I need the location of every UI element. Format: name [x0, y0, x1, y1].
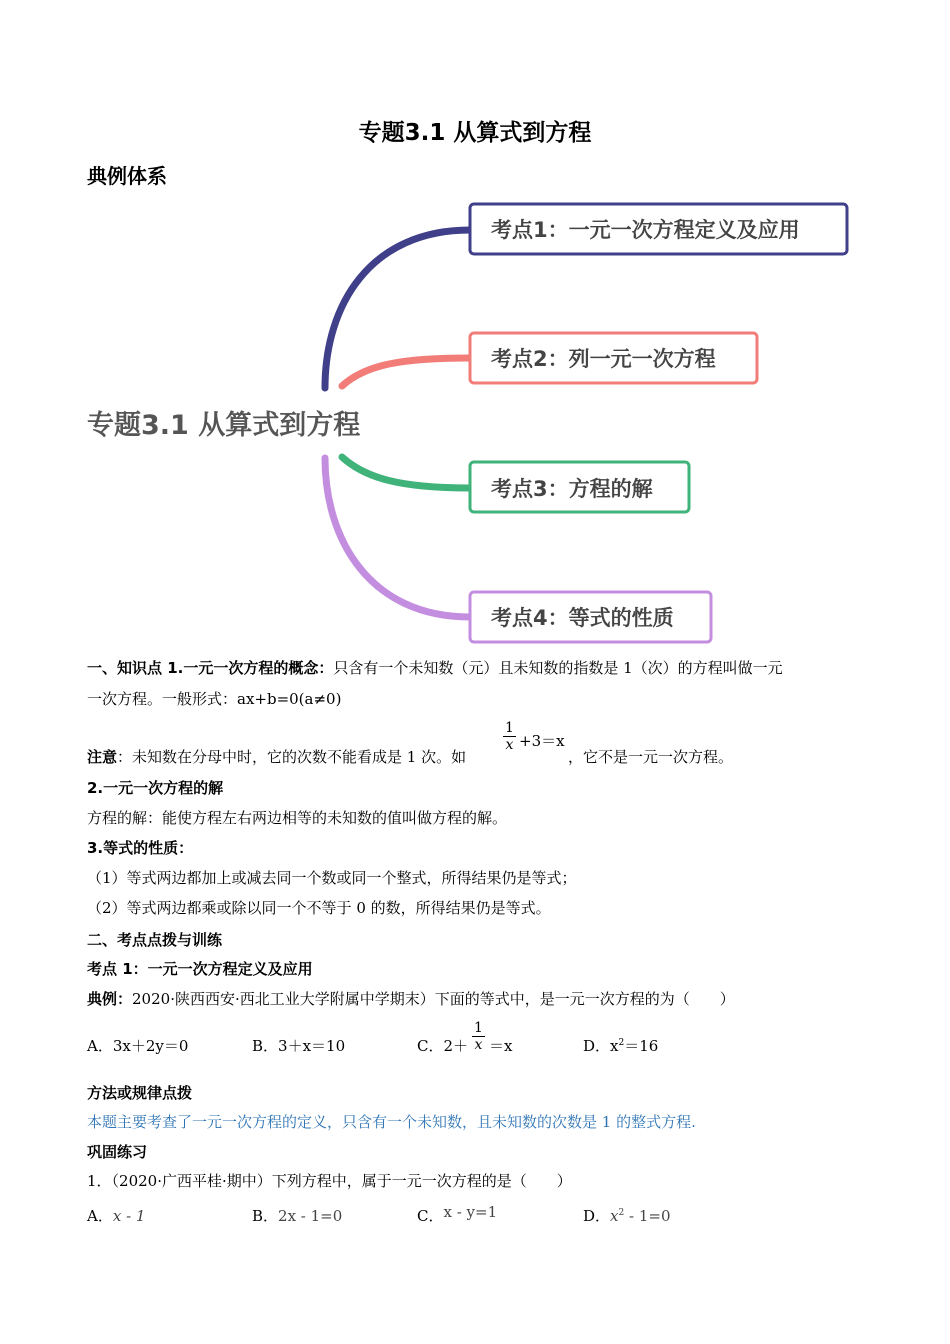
example-option-d [583, 1035, 658, 1056]
option-d-pre: D．x [583, 1037, 619, 1055]
method-head: 方法或规律点拨 [87, 1084, 193, 1102]
option-c-den: x [474, 1037, 483, 1053]
q1-option-d-sup: 2 [618, 1208, 625, 1218]
knowledge-p3-item1: （1）等式两边都加上或减去同一个数或同一个整式，所得结果仍是等式； [87, 869, 577, 887]
knowledge-p1-text: 只含有一个未知数（元）且未知数的指数是 1（次）的方程叫做一元 [333, 659, 783, 677]
q1-option-d-pre: x [610, 1207, 619, 1225]
example-option-b: B．3＋x＝10 [252, 1037, 346, 1055]
knowledge-note [87, 746, 466, 767]
node-2-label: 考点2：列一元一次方程 [491, 347, 716, 371]
example-label: 典例： [87, 990, 133, 1008]
q1-option-a-expr: x - 1 [112, 1207, 146, 1225]
knowledge-p3-item2: （2）等式两边都乘或除以同一个不等于 0 的数，所得结果仍是等式。 [87, 899, 551, 917]
training-head: 二、考点点拨与训练 [87, 931, 223, 949]
node-1-label: 考点1：一元一次方程定义及应用 [491, 218, 800, 242]
option-d-post: ＝16 [624, 1037, 659, 1055]
q1-option-b-label: B． [252, 1207, 279, 1225]
note-fraction-den: x [505, 737, 514, 753]
example [87, 988, 735, 1009]
q1-option-b [252, 1205, 342, 1226]
node-3-label: 考点3：方程的解 [491, 477, 653, 501]
q1-option-c-expr: x - y=1 [443, 1203, 498, 1221]
section-heading-system: 典例体系 [87, 164, 167, 188]
question-1: 1．（2020·广西平桂·期中）下列方程中，属于一元一次方程的是（ ） [87, 1172, 572, 1190]
note-fraction [503, 720, 516, 753]
practice-head: 巩固练习 [87, 1143, 148, 1161]
note-text: ：未知数在分母中时，它的次数不能看成是 1 次。如 [117, 748, 467, 766]
knowledge-p3-head: 3.等式的性质： [87, 839, 194, 857]
page-title: 专题3.1 从算式到方程 [358, 120, 592, 146]
knowledge-p1-head: 一、知识点 1.一元一次方程的概念： [87, 659, 334, 677]
q1-option-b-expr: 2x - 1=0 [278, 1207, 343, 1225]
note-head: 注意 [87, 748, 118, 766]
mindmap-center: 专题3.1 从算式到方程 [87, 410, 361, 441]
kp1-head: 考点 1：一元一次方程定义及应用 [87, 960, 313, 978]
method-text: 本题主要考查了一元一次方程的定义，只含有一个未知数，且未知数的次数是 1 的整式方程. [87, 1113, 696, 1131]
q1-option-a-label: A． [87, 1207, 113, 1225]
note-tail: ，它不是一元一次方程。 [568, 748, 734, 766]
knowledge-p2-text: 方程的解：能使方程左右两边相等的未知数的值叫做方程的解。 [87, 809, 508, 827]
branch-3 [342, 457, 470, 488]
knowledge-p1 [87, 657, 783, 678]
knowledge-p2-head: 2.一元一次方程的解 [87, 779, 224, 797]
q1-option-c [417, 1205, 497, 1226]
q1-option-d-label: D． [583, 1207, 611, 1225]
option-d-sup: 2 [618, 1038, 625, 1048]
example-text: 2020·陕西西安·西北工业大学附属中学期末）下面的等式中，是一元一次方程的为（ ） [132, 990, 735, 1008]
note-equation: +3＝x [519, 732, 565, 750]
q1-option-a [87, 1205, 145, 1226]
knowledge-p1-line2: 一次方程。一般形式：ax+b=0(a≠0) [87, 690, 342, 708]
q1-option-d [583, 1205, 671, 1226]
mind-map [80, 195, 860, 650]
branch-2 [342, 358, 470, 386]
example-option-a: A．3x＋2y＝0 [87, 1037, 189, 1055]
node-4-label: 考点4：等式的性质 [491, 606, 674, 630]
option-c-num: 1 [474, 1020, 483, 1036]
q1-option-d-post: - 1=0 [624, 1207, 671, 1225]
example-option-c-post: ＝x [489, 1037, 513, 1055]
example-option-c-fraction [472, 1020, 485, 1053]
note-fraction-num: 1 [505, 720, 514, 736]
q1-option-c-label: C． [417, 1207, 444, 1225]
example-option-c-pre: C．2＋ [417, 1037, 469, 1055]
